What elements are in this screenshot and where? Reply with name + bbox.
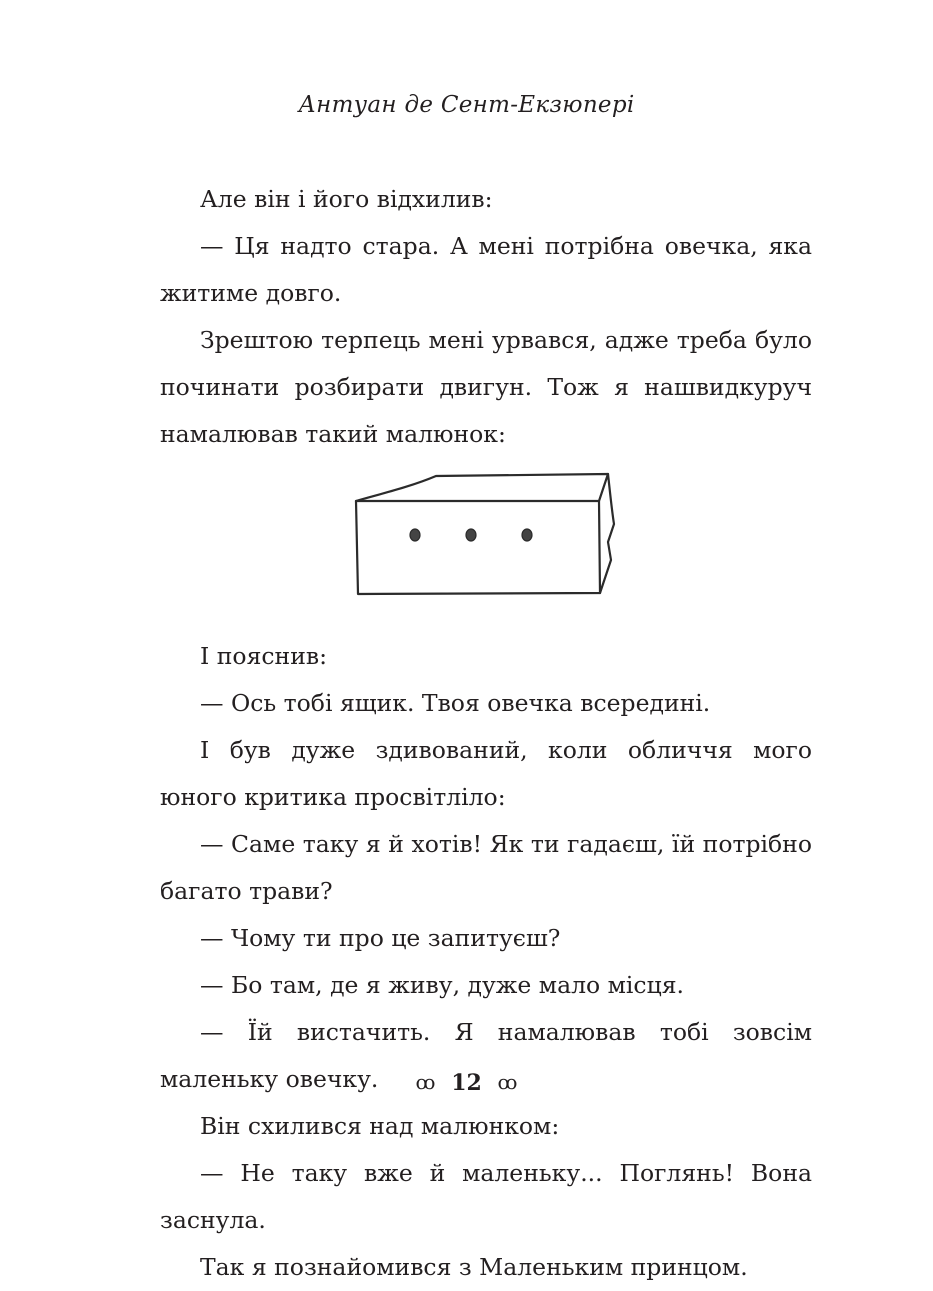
- ornament-right-icon: ꝏ: [497, 1070, 518, 1094]
- ornament-left-icon: ꝏ: [415, 1070, 436, 1094]
- box-front-face: [356, 501, 600, 594]
- page-number: 12: [451, 1070, 482, 1096]
- paragraph: — Саме таку я й хотів! Як ти гадаєш, їй потрібно багато трави?: [160, 830, 812, 905]
- page-footer: [0, 1070, 933, 1096]
- box-air-hole: [522, 529, 532, 541]
- paragraph: — Ось тобі ящик. Твоя овечка всередині.: [200, 689, 711, 717]
- paragraph: — Ця надто стара. А мені потрібна овечка, яка житиме довго.: [160, 232, 812, 307]
- box-top-face: [356, 474, 608, 501]
- paragraph: Він схилився над малюнком:: [200, 1112, 560, 1140]
- paragraph: Але він і його відхилив:: [200, 185, 493, 213]
- paragraph: — Їй вистачить. Я намалював тобі зовсім маленьку овечку.: [160, 1018, 812, 1093]
- box-drawing: [350, 472, 620, 607]
- paragraph: Зрештою терпець мені урвався, адже треба було починати розбирати двигун. Тож я нашвидкуруч намалював такий малюнок:: [160, 326, 812, 448]
- box-air-hole: [466, 529, 476, 541]
- box-illustration: [160, 458, 812, 633]
- paragraph: Так я познайомився з Маленьким принцом.: [200, 1253, 748, 1281]
- running-head-title: Антуан де Сент-Екзюпері: [298, 92, 635, 118]
- paragraph: — Чому ти про це запитуєш?: [200, 924, 561, 952]
- paragraph: І пояснив:: [200, 642, 328, 670]
- paragraph: — Не таку вже й маленьку... Поглянь! Вона заснула.: [160, 1159, 812, 1234]
- paragraph: — Бо там, де я живу, дуже мало місця.: [200, 971, 684, 999]
- box-air-hole: [410, 529, 420, 541]
- page-body: [160, 176, 812, 1291]
- paragraph: І був дуже здивований, коли обличчя мого юного критика просвітліло:: [160, 736, 812, 811]
